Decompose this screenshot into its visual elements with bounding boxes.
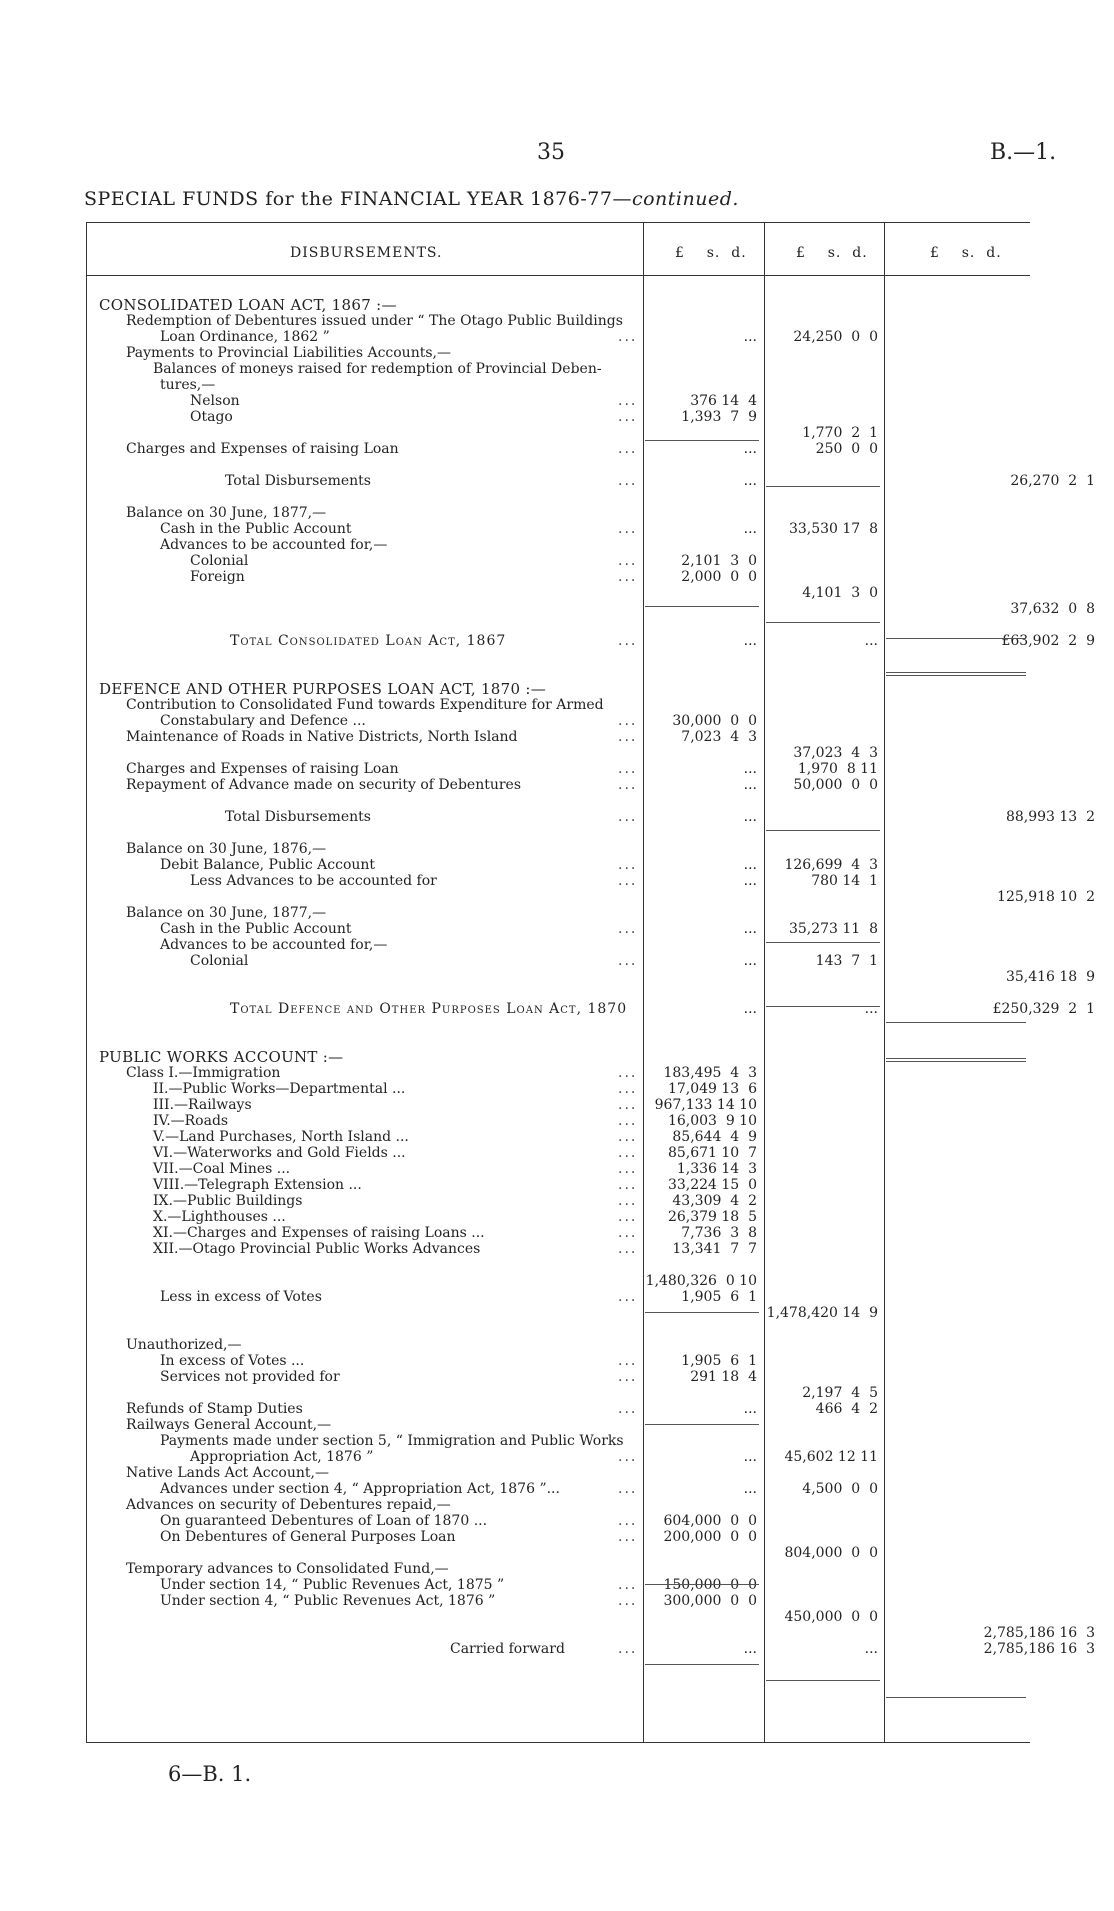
amount-col1: 30,000 0 0 xyxy=(672,713,757,729)
row-label: V.—Land Purchases, North Island ... xyxy=(153,1129,409,1145)
table-row xyxy=(0,393,1114,409)
amount-col2: 450,000 0 0 xyxy=(784,1609,878,1625)
row-label: Advances on security of Debentures repaid,— xyxy=(126,1497,451,1513)
table-row xyxy=(0,473,1114,489)
amount-col1: 604,000 0 0 xyxy=(663,1513,757,1529)
leader-dots: ... xyxy=(618,1593,638,1609)
amount-col1: 33,224 15 0 xyxy=(667,1177,757,1193)
amount-col1: ... xyxy=(743,921,757,937)
table-row xyxy=(0,857,1114,873)
table-row xyxy=(0,953,1114,969)
table-row xyxy=(0,1161,1114,1177)
table-row xyxy=(0,1017,1114,1033)
leader-dots: ... xyxy=(618,777,638,793)
table-row xyxy=(0,1545,1114,1561)
row-label: Colonial xyxy=(190,553,249,569)
leader-dots: ... xyxy=(618,1289,638,1305)
table-row xyxy=(0,665,1114,681)
row-label: Native Lands Act Account,— xyxy=(126,1465,329,1481)
row-label: Foreign xyxy=(190,569,245,585)
table-row xyxy=(0,377,1114,393)
amount-col1: ... xyxy=(743,329,757,345)
table-row xyxy=(0,809,1114,825)
table-row xyxy=(0,1401,1114,1417)
table-row xyxy=(0,777,1114,793)
table-row xyxy=(0,761,1114,777)
table-row xyxy=(0,649,1114,665)
table-row xyxy=(0,1033,1114,1049)
amount-col3: 88,993 13 2 xyxy=(1005,809,1095,825)
table-row xyxy=(0,1481,1114,1497)
amount-col1: ... xyxy=(743,953,757,969)
table-row xyxy=(0,1273,1114,1289)
amount-col2: 780 14 1 xyxy=(811,873,878,889)
amount-col1: 16,003 9 10 xyxy=(667,1113,757,1129)
amount-col1: 7,023 4 3 xyxy=(681,729,757,745)
table-row xyxy=(0,553,1114,569)
amount-col3: 35,416 18 9 xyxy=(1005,969,1095,985)
table-row xyxy=(0,633,1114,649)
amount-col1: ... xyxy=(743,441,757,457)
amount-col1: ... xyxy=(743,1481,757,1497)
table-row xyxy=(0,825,1114,841)
leader-dots: ... xyxy=(618,1401,638,1417)
table-row xyxy=(0,985,1114,1001)
page-title xyxy=(84,188,739,210)
amount-col1: ... xyxy=(743,777,757,793)
row-label: Advances to be accounted for,— xyxy=(160,937,388,953)
table-row xyxy=(0,1049,1114,1065)
leader-dots: ... xyxy=(618,873,638,889)
title-continued: continued. xyxy=(631,188,739,210)
table-row xyxy=(0,329,1114,345)
row-label: Loan Ordinance, 1862 ” xyxy=(160,329,330,345)
table-row xyxy=(0,921,1114,937)
row-label: DEFENCE AND OTHER PURPOSES LOAN ACT, 1870 :— xyxy=(99,680,547,698)
table-row xyxy=(0,1641,1114,1657)
table-row xyxy=(0,1529,1114,1545)
table-row xyxy=(0,1097,1114,1113)
amount-col1: 43,309 4 2 xyxy=(672,1193,757,1209)
amount-col1: ... xyxy=(743,1401,757,1417)
sum-rule xyxy=(766,1680,880,1681)
amount-col2: 37,023 4 3 xyxy=(793,745,878,761)
amount-col2: 35,273 11 8 xyxy=(788,921,878,937)
row-label: Total Disbursements xyxy=(225,809,371,825)
row-label: Charges and Expenses of raising Loan xyxy=(126,441,399,457)
amount-col2: 1,970 8 11 xyxy=(797,761,878,777)
leader-dots: ... xyxy=(618,1097,638,1113)
row-label: Redemption of Debentures issued under “ The Otago Public Buildings xyxy=(126,313,623,329)
leader-dots: ... xyxy=(618,409,638,425)
row-label: On Debentures of General Purposes Loan xyxy=(160,1529,456,1545)
amount-col1: 1,905 6 1 xyxy=(681,1289,757,1305)
row-label: Maintenance of Roads in Native Districts, North Island xyxy=(126,729,518,745)
table-row xyxy=(0,1209,1114,1225)
amount-col2: 1,770 2 1 xyxy=(802,425,878,441)
table-row xyxy=(0,793,1114,809)
row-label: Appropriation Act, 1876 ” xyxy=(190,1449,374,1465)
title-main: SPECIAL FUNDS for the FINANCIAL YEAR 1876-77— xyxy=(84,188,632,210)
table-row xyxy=(0,1385,1114,1401)
table-row xyxy=(0,1497,1114,1513)
table-row xyxy=(0,905,1114,921)
amount-col1: 300,000 0 0 xyxy=(663,1593,757,1609)
table-row xyxy=(0,585,1114,601)
leader-dots: ... xyxy=(618,633,638,649)
table-row xyxy=(0,521,1114,537)
amount-col1: ... xyxy=(743,1449,757,1465)
table-row xyxy=(0,713,1114,729)
leader-dots: ... xyxy=(618,329,638,345)
table-bottom-rule xyxy=(86,1742,1030,1743)
amount-col3: 2,785,186 16 3 xyxy=(983,1625,1095,1641)
table-row xyxy=(0,1561,1114,1577)
sum-rule xyxy=(645,1584,759,1585)
table-row xyxy=(0,601,1114,617)
leader-dots: ... xyxy=(618,1641,638,1657)
amount-col3: 37,632 0 8 xyxy=(1010,601,1095,617)
amount-col1: 291 18 4 xyxy=(690,1369,757,1385)
leader-dots: ... xyxy=(618,473,638,489)
leader-dots: ... xyxy=(618,1193,638,1209)
table-row xyxy=(0,569,1114,585)
row-label: Payments made under section 5, “ Immigration and Public Works xyxy=(160,1433,624,1449)
amount-col1: 967,133 14 10 xyxy=(654,1097,757,1113)
amount-col1: ... xyxy=(743,857,757,873)
leader-dots: ... xyxy=(618,1481,638,1497)
amount-col1: ... xyxy=(743,1001,757,1017)
table-row xyxy=(0,1353,1114,1369)
row-label: Otago xyxy=(190,409,233,425)
amount-col2: 50,000 0 0 xyxy=(793,777,878,793)
amount-col2: 1,478,420 14 9 xyxy=(766,1305,878,1321)
leader-dots: ... xyxy=(618,441,638,457)
table-row xyxy=(0,1129,1114,1145)
table-row xyxy=(0,1193,1114,1209)
amount-col1: ... xyxy=(743,1641,757,1657)
leader-dots: ... xyxy=(618,713,638,729)
table-row xyxy=(0,1289,1114,1305)
amount-col3: 2,785,186 16 3 xyxy=(983,1641,1095,1657)
row-label: tures,— xyxy=(160,377,216,393)
leader-dots: ... xyxy=(618,1209,638,1225)
leader-dots: ... xyxy=(618,761,638,777)
row-label: Under section 4, “ Public Revenues Act, 1876 ” xyxy=(160,1593,496,1609)
sum-rule xyxy=(766,942,880,943)
table-row xyxy=(0,1417,1114,1433)
sum-rule xyxy=(886,675,1026,676)
leader-dots: ... xyxy=(618,1577,638,1593)
table-row xyxy=(0,873,1114,889)
amount-col1: ... xyxy=(743,633,757,649)
leader-dots: ... xyxy=(618,393,638,409)
table-row xyxy=(0,1321,1114,1337)
amount-col2: 143 7 1 xyxy=(815,953,878,969)
amount-col2: 2,197 4 5 xyxy=(802,1385,878,1401)
amount-col1: ... xyxy=(743,873,757,889)
row-label: Contribution to Consolidated Fund towards Expenditure for Armed xyxy=(126,697,604,713)
leader-dots: ... xyxy=(618,729,638,745)
header-col2: £ s. d. xyxy=(796,245,868,261)
leader-dots: ... xyxy=(618,1449,638,1465)
amount-col3: 125,918 10 2 xyxy=(997,889,1095,905)
leader-dots: ... xyxy=(618,1113,638,1129)
leader-dots: ... xyxy=(618,1065,638,1081)
row-label: Refunds of Stamp Duties xyxy=(126,1401,303,1417)
table-row xyxy=(0,1593,1114,1609)
amount-col1: 2,000 0 0 xyxy=(681,569,757,585)
row-label: Temporary advances to Consolidated Fund,— xyxy=(126,1561,449,1577)
table-row xyxy=(0,345,1114,361)
amount-col2: 804,000 0 0 xyxy=(784,1545,878,1561)
row-label: Less in excess of Votes xyxy=(160,1289,322,1305)
row-label: Total Defence and Other Purposes Loan Act, 1870 xyxy=(230,1001,628,1017)
amount-col1: ... xyxy=(743,761,757,777)
row-label: Charges and Expenses of raising Loan xyxy=(126,761,399,777)
leader-dots: ... xyxy=(618,857,638,873)
row-label: IV.—Roads xyxy=(153,1113,229,1129)
sum-rule xyxy=(645,1664,759,1665)
table-row xyxy=(0,681,1114,697)
table-top-rule xyxy=(86,222,1030,223)
amount-col2: 45,602 12 11 xyxy=(784,1449,878,1465)
amount-col1: 1,393 7 9 xyxy=(681,409,757,425)
table-row xyxy=(0,745,1114,761)
table-row xyxy=(0,937,1114,953)
row-label: Balance on 30 June, 1877,— xyxy=(126,905,327,921)
amount-col2: ... xyxy=(864,633,878,649)
amount-col2: 24,250 0 0 xyxy=(793,329,878,345)
leader-dots: ... xyxy=(618,1513,638,1529)
table-row xyxy=(0,1577,1114,1593)
row-label: VIII.—Telegraph Extension ... xyxy=(153,1177,362,1193)
table-row xyxy=(0,1257,1114,1273)
table-row xyxy=(0,1625,1114,1641)
amount-col1: 183,495 4 3 xyxy=(663,1065,757,1081)
table-row xyxy=(0,1305,1114,1321)
header-col3: £ s. d. xyxy=(930,245,1002,261)
row-label: Carried forward xyxy=(450,1641,565,1657)
table-row xyxy=(0,969,1114,985)
row-label: XII.—Otago Provincial Public Works Advances xyxy=(153,1241,481,1257)
row-label: On guaranteed Debentures of Loan of 1870 ... xyxy=(160,1513,488,1529)
amount-col1: 2,101 3 0 xyxy=(681,553,757,569)
sum-rule xyxy=(766,622,880,623)
leader-dots: ... xyxy=(618,1161,638,1177)
table-row xyxy=(0,617,1114,633)
table-row xyxy=(0,441,1114,457)
amount-col2: 4,500 0 0 xyxy=(802,1481,878,1497)
leader-dots: ... xyxy=(618,1145,638,1161)
amount-col2: 250 0 0 xyxy=(815,441,878,457)
table-row xyxy=(0,889,1114,905)
amount-col1: 26,379 18 5 xyxy=(667,1209,757,1225)
row-label: II.—Public Works—Departmental ... xyxy=(153,1081,406,1097)
table-row xyxy=(0,489,1114,505)
row-label: Class I.—Immigration xyxy=(126,1065,281,1081)
table-row xyxy=(0,1609,1114,1625)
row-label: VII.—Coal Mines ... xyxy=(153,1161,291,1177)
sum-rule xyxy=(766,830,880,831)
leader-dots: ... xyxy=(618,553,638,569)
table-row xyxy=(0,361,1114,377)
amount-col1: ... xyxy=(743,473,757,489)
sum-rule xyxy=(645,1312,759,1313)
leader-dots: ... xyxy=(618,1225,638,1241)
amount-col1: 13,341 7 7 xyxy=(672,1241,757,1257)
page-number: 35 xyxy=(537,140,565,165)
table-row xyxy=(0,1465,1114,1481)
header-rule xyxy=(86,275,1030,276)
amount-col1: 376 14 4 xyxy=(690,393,757,409)
table-row xyxy=(0,729,1114,745)
row-label: Advances to be accounted for,— xyxy=(160,537,388,553)
amount-col1: 1,905 6 1 xyxy=(681,1353,757,1369)
sum-rule xyxy=(886,638,1026,639)
sum-rule xyxy=(766,1006,880,1007)
amount-col1: ... xyxy=(743,521,757,537)
amount-col2: ... xyxy=(864,1641,878,1657)
sum-rule xyxy=(886,672,1026,673)
row-label: Balance on 30 June, 1877,— xyxy=(126,505,327,521)
row-label: X.—Lighthouses ... xyxy=(153,1209,286,1225)
row-label: Unauthorized,— xyxy=(126,1337,242,1353)
table-row xyxy=(0,1225,1114,1241)
table-row xyxy=(0,425,1114,441)
row-label: Payments to Provincial Liabilities Accounts,— xyxy=(126,345,451,361)
row-label: Balance on 30 June, 1876,— xyxy=(126,841,327,857)
row-label: Advances under section 4, “ Appropriation Act, 1876 ”... xyxy=(160,1481,560,1497)
leader-dots: ... xyxy=(618,1081,638,1097)
amount-col3: £250,329 2 1 xyxy=(992,1001,1095,1017)
table-row xyxy=(0,457,1114,473)
header-disbursements: DISBURSEMENTS. xyxy=(290,245,443,261)
sum-rule xyxy=(886,1697,1026,1698)
leader-dots: ... xyxy=(618,569,638,585)
sum-rule xyxy=(766,486,880,487)
row-label: Less Advances to be accounted for xyxy=(190,873,437,889)
amount-col1: 200,000 0 0 xyxy=(663,1529,757,1545)
table-row xyxy=(0,313,1114,329)
leader-dots: ... xyxy=(618,1177,638,1193)
leader-dots: ... xyxy=(618,809,638,825)
header-col1: £ s. d. xyxy=(675,245,747,261)
leader-dots: ... xyxy=(618,1369,638,1385)
leader-dots: ... xyxy=(618,921,638,937)
row-label: III.—Railways xyxy=(153,1097,252,1113)
row-label: VI.—Waterworks and Gold Fields ... xyxy=(153,1145,406,1161)
table-row xyxy=(0,841,1114,857)
sum-rule xyxy=(645,1424,759,1425)
sum-rule xyxy=(886,1061,1026,1062)
row-label: Total Consolidated Loan Act, 1867 xyxy=(230,633,507,649)
leader-dots: ... xyxy=(618,521,638,537)
row-label: In excess of Votes ... xyxy=(160,1353,305,1369)
row-label: Total Disbursements xyxy=(225,473,371,489)
row-label: Repayment of Advance made on security of Debentures xyxy=(126,777,522,793)
table-row xyxy=(0,1177,1114,1193)
row-label: CONSOLIDATED LOAN ACT, 1867 :— xyxy=(99,296,397,314)
amount-col2: ... xyxy=(864,1001,878,1017)
footer-signature: 6—B. 1. xyxy=(168,1762,252,1786)
amount-col1: 85,671 10 7 xyxy=(667,1145,757,1161)
row-label: Railways General Account,— xyxy=(126,1417,332,1433)
table-row xyxy=(0,1001,1114,1017)
amount-col3: 26,270 2 1 xyxy=(1010,473,1095,489)
table-row xyxy=(0,409,1114,425)
amount-col2: 466 4 2 xyxy=(815,1401,878,1417)
amount-col1: 1,480,326 0 10 xyxy=(645,1273,757,1289)
table-row xyxy=(0,505,1114,521)
row-label: Under section 14, “ Public Revenues Act, 1875 ” xyxy=(160,1577,505,1593)
leader-dots: ... xyxy=(618,1353,638,1369)
table-row xyxy=(0,697,1114,713)
row-label: XI.—Charges and Expenses of raising Loans ... xyxy=(153,1225,485,1241)
table-row xyxy=(0,537,1114,553)
amount-col1: 17,049 13 6 xyxy=(667,1081,757,1097)
table-row xyxy=(0,1081,1114,1097)
row-label: Nelson xyxy=(190,393,240,409)
sum-rule xyxy=(645,440,759,441)
table-row xyxy=(0,1449,1114,1465)
table-row xyxy=(0,1369,1114,1385)
row-label: Balances of moneys raised for redemption of Provincial Deben- xyxy=(153,361,602,377)
row-label: PUBLIC WORKS ACCOUNT :— xyxy=(99,1048,344,1066)
table-row xyxy=(0,1241,1114,1257)
leader-dots: ... xyxy=(618,953,638,969)
amount-col1: 7,736 3 8 xyxy=(681,1225,757,1241)
amount-col1: 1,336 14 3 xyxy=(676,1161,757,1177)
table-row xyxy=(0,1513,1114,1529)
amount-col3: £63,902 2 9 xyxy=(1001,633,1095,649)
amount-col1: 150,000 0 0 xyxy=(663,1577,757,1593)
table-row xyxy=(0,1113,1114,1129)
row-label: Constabulary and Defence ... xyxy=(160,713,366,729)
table-row xyxy=(0,1065,1114,1081)
row-label: Cash in the Public Account xyxy=(160,921,352,937)
leader-dots: ... xyxy=(618,1129,638,1145)
leader-dots: ... xyxy=(618,1241,638,1257)
amount-col2: 4,101 3 0 xyxy=(802,585,878,601)
page-reference: B.—1. xyxy=(990,140,1057,165)
table-row xyxy=(0,297,1114,313)
sum-rule xyxy=(645,606,759,607)
sum-rule xyxy=(886,1022,1026,1023)
row-label: Services not provided for xyxy=(160,1369,340,1385)
row-label: IX.—Public Buildings xyxy=(153,1193,303,1209)
row-label: Colonial xyxy=(190,953,249,969)
table-row xyxy=(0,1337,1114,1353)
amount-col1: 85,644 4 9 xyxy=(672,1129,757,1145)
sum-rule xyxy=(886,1058,1026,1059)
table-row xyxy=(0,1145,1114,1161)
row-label: Debit Balance, Public Account xyxy=(160,857,376,873)
amount-col2: 33,530 17 8 xyxy=(788,521,878,537)
table-row xyxy=(0,1433,1114,1449)
row-label: Cash in the Public Account xyxy=(160,521,352,537)
amount-col1: ... xyxy=(743,809,757,825)
amount-col2: 126,699 4 3 xyxy=(784,857,878,873)
leader-dots: ... xyxy=(618,1529,638,1545)
